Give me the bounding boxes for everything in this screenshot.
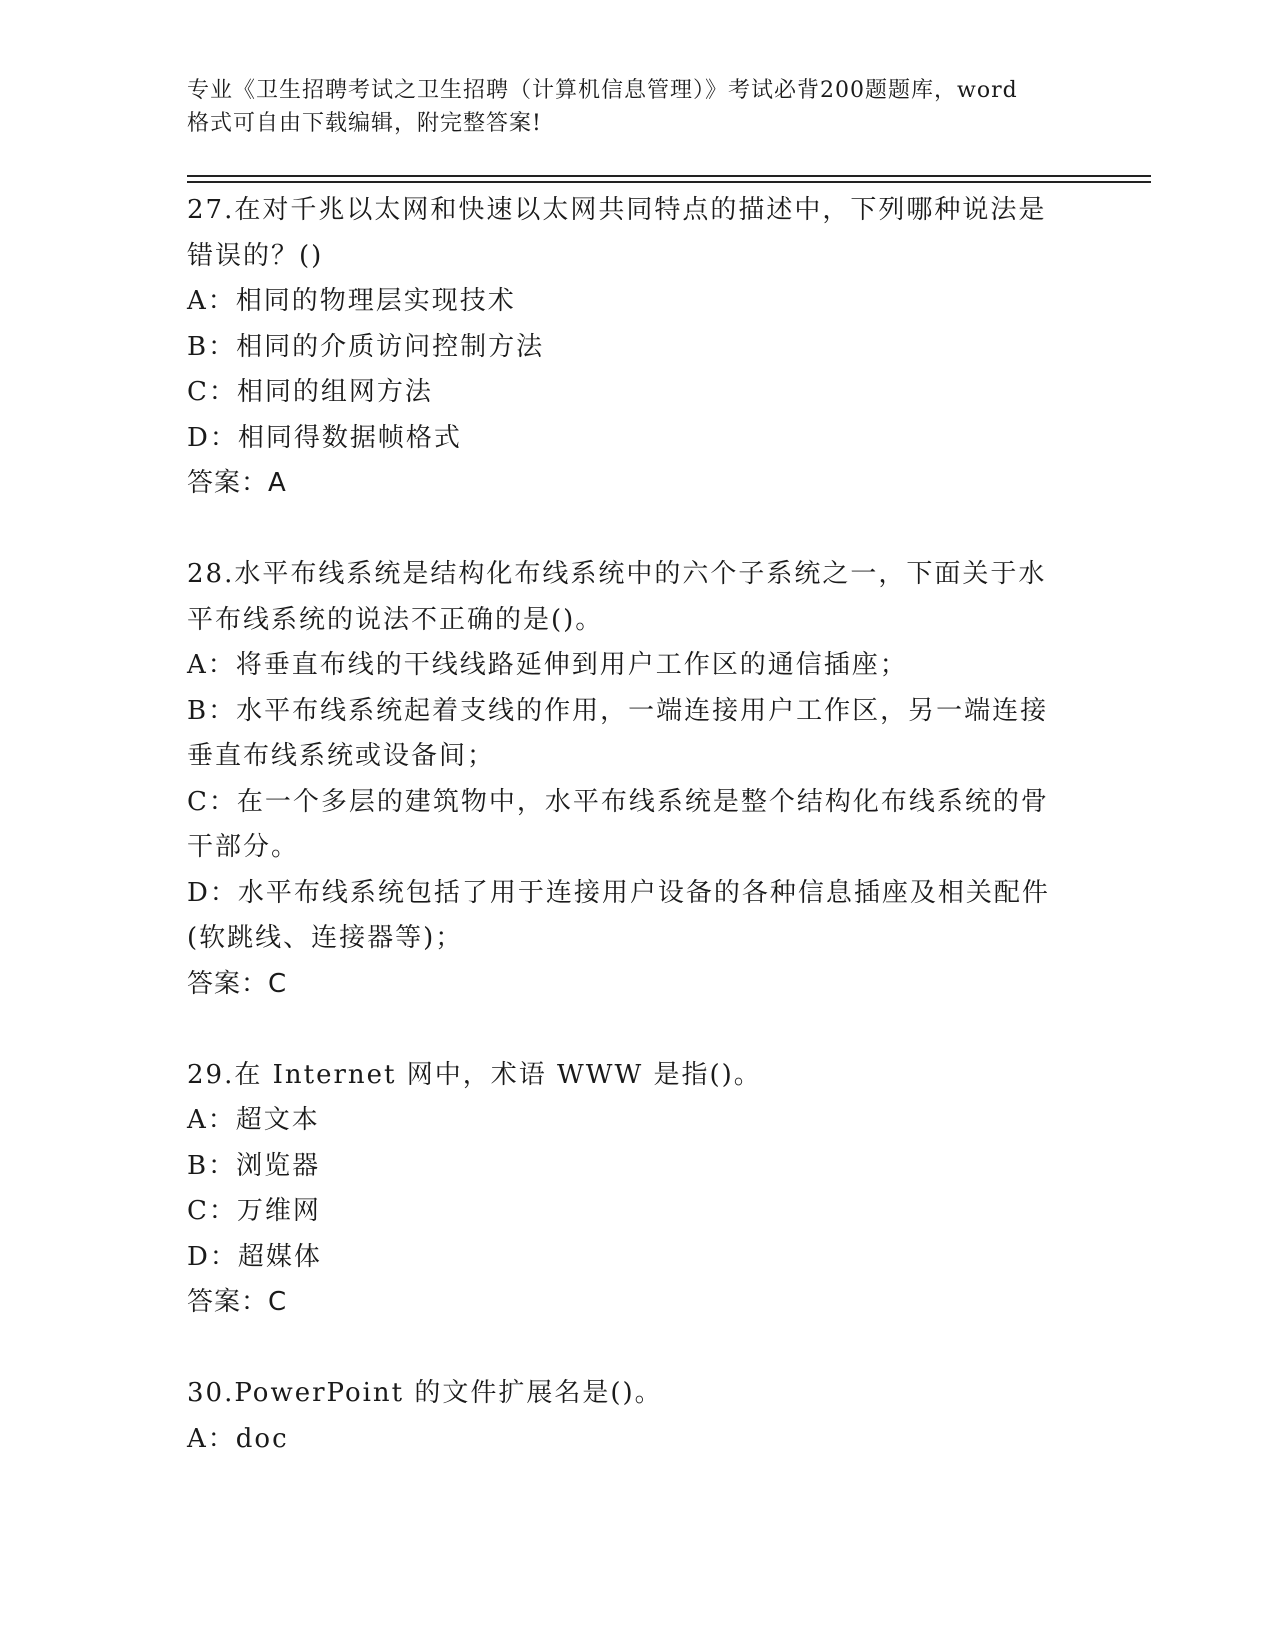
question-stem: 28.水平布线系统是结构化布线系统中的六个子系统之一，下面关于水 bbox=[187, 559, 1047, 589]
spacer bbox=[187, 1007, 1087, 1053]
option-d: D：水平布线系统包括了用于连接用户设备的各种信息插座及相关配件 bbox=[187, 877, 1050, 908]
option-d: D：超媒体 bbox=[187, 1241, 322, 1272]
question-29 bbox=[187, 1053, 1087, 1326]
option-a: A：将垂直布线的干线线路延伸到用户工作区的通信插座； bbox=[187, 650, 908, 680]
question-stem: 30.PowerPoint 的文件扩展名是()。 bbox=[187, 1378, 663, 1408]
header-line-1: 专业《卫生招聘考试之卫生招聘（计算机信息管理）》考试必背200题题库，word bbox=[187, 78, 1018, 103]
document-header bbox=[187, 74, 1087, 140]
option-a: A：相同的物理层实现技术 bbox=[187, 286, 516, 316]
question-stem: 27.在对千兆以太网和快速以太网共同特点的描述中，下列哪种说法是 bbox=[187, 195, 1047, 225]
option-c: C：相同的组网方法 bbox=[187, 377, 433, 407]
option-b: B：水平布线系统起着支线的作用，一端连接用户工作区，另一端连接 bbox=[187, 695, 1049, 726]
question-30 bbox=[187, 1371, 1087, 1462]
header-divider-top bbox=[187, 175, 1151, 177]
option-c-continued: 干部分。 bbox=[187, 832, 300, 862]
option-a: A：超文本 bbox=[187, 1105, 320, 1135]
option-a: A：doc bbox=[187, 1423, 289, 1454]
question-28 bbox=[187, 552, 1087, 1007]
option-d-continued: (软跳线、连接器等)； bbox=[187, 923, 464, 953]
question-list bbox=[187, 188, 1087, 1462]
header-divider-bottom bbox=[187, 181, 1151, 183]
question-stem: 29.在 Internet 网中，术语 WWW 是指()。 bbox=[187, 1059, 762, 1090]
question-stem: 平布线系统的说法不正确的是()。 bbox=[187, 604, 604, 635]
header-line-2: 格式可自由下载编辑，附完整答案! bbox=[187, 111, 542, 136]
option-c: C：万维网 bbox=[187, 1196, 321, 1226]
question-stem: 错误的？() bbox=[187, 240, 324, 271]
spacer bbox=[187, 1326, 1087, 1372]
answer: 答案：C bbox=[187, 968, 288, 999]
option-b: B：相同的介质访问控制方法 bbox=[187, 331, 545, 362]
option-c: C：在一个多层的建筑物中，水平布线系统是整个结构化布线系统的骨 bbox=[187, 786, 1049, 817]
option-b: B：浏览器 bbox=[187, 1150, 321, 1181]
spacer bbox=[187, 507, 1087, 553]
option-b-continued: 垂直布线系统或设备间； bbox=[187, 741, 496, 771]
option-d: D：相同得数据帧格式 bbox=[187, 422, 462, 453]
answer: 答案：C bbox=[187, 1287, 288, 1317]
question-27 bbox=[187, 188, 1087, 507]
answer: 答案：A bbox=[187, 468, 287, 498]
